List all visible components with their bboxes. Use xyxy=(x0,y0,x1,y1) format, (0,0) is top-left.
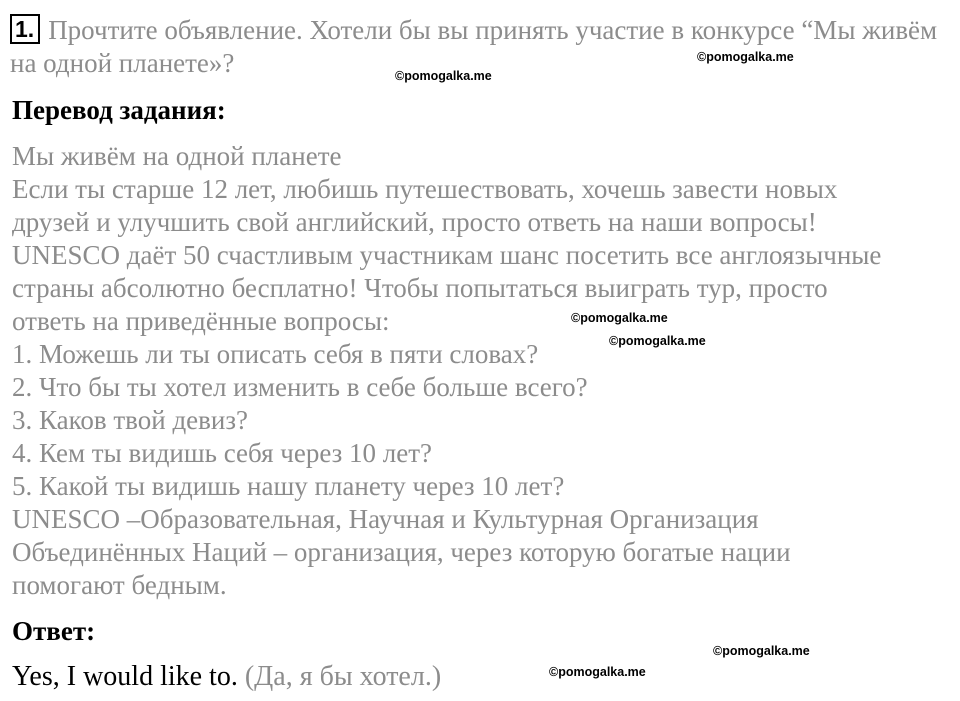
question-item: 3. Каков твой девиз? xyxy=(12,405,249,435)
question-item: 4. Кем ты видишь себя через 10 лет? xyxy=(12,438,433,468)
watermark: ©pomogalka.me xyxy=(713,644,810,658)
answer-text: Yes, I would like to. xyxy=(12,661,238,692)
watermark: ©pomogalka.me xyxy=(571,311,668,325)
question-item: 1. Можешь ли ты описать себя в пяти словах? xyxy=(12,339,539,369)
task-text: Прочтите объявление. Хотели бы вы принять участие в конкурсе “Мы живём на одной планете»? xyxy=(10,15,938,78)
answer-line xyxy=(12,660,441,694)
translation-line: помогают бедным. xyxy=(12,570,227,600)
translation-line: друзей и улучшить свой английский, просто ответь на наши вопросы! xyxy=(12,207,817,237)
translation-heading: Перевод задания: xyxy=(12,95,226,125)
translation-line: UNESCO даёт 50 счастливым участникам шанс посетить все англоязычные xyxy=(12,240,882,270)
translation-line: Объединённых Наций – организация, через которую богатые нации xyxy=(12,537,791,567)
answer-translation: (Да, я бы хотел.) xyxy=(244,661,442,692)
translation-line: UNESCO –Образовательная, Научная и Культурная Организация xyxy=(12,504,759,534)
watermark: ©pomogalka.me xyxy=(395,69,492,83)
task-number: 1. xyxy=(10,14,40,44)
question-item: 5. Какой ты видишь нашу планету через 10 лет? xyxy=(12,471,565,501)
translation-text xyxy=(12,140,947,602)
translation-line: страны абсолютно бесплатно! Чтобы попытаться выиграть тур, просто xyxy=(12,273,828,303)
translation-line: Если ты старше 12 лет, любишь путешествовать, хочешь завести новых xyxy=(12,174,838,204)
translation-line: Мы живём на одной планете xyxy=(12,141,342,171)
watermark: ©pomogalka.me xyxy=(609,334,706,348)
answer-heading: Ответ: xyxy=(12,616,96,646)
watermark: ©pomogalka.me xyxy=(549,665,646,679)
watermark: ©pomogalka.me xyxy=(697,50,794,64)
translation-line: ответь на приведённые вопросы: xyxy=(12,306,390,336)
question-item: 2. Что бы ты хотел изменить в себе больше всего? xyxy=(12,372,588,402)
